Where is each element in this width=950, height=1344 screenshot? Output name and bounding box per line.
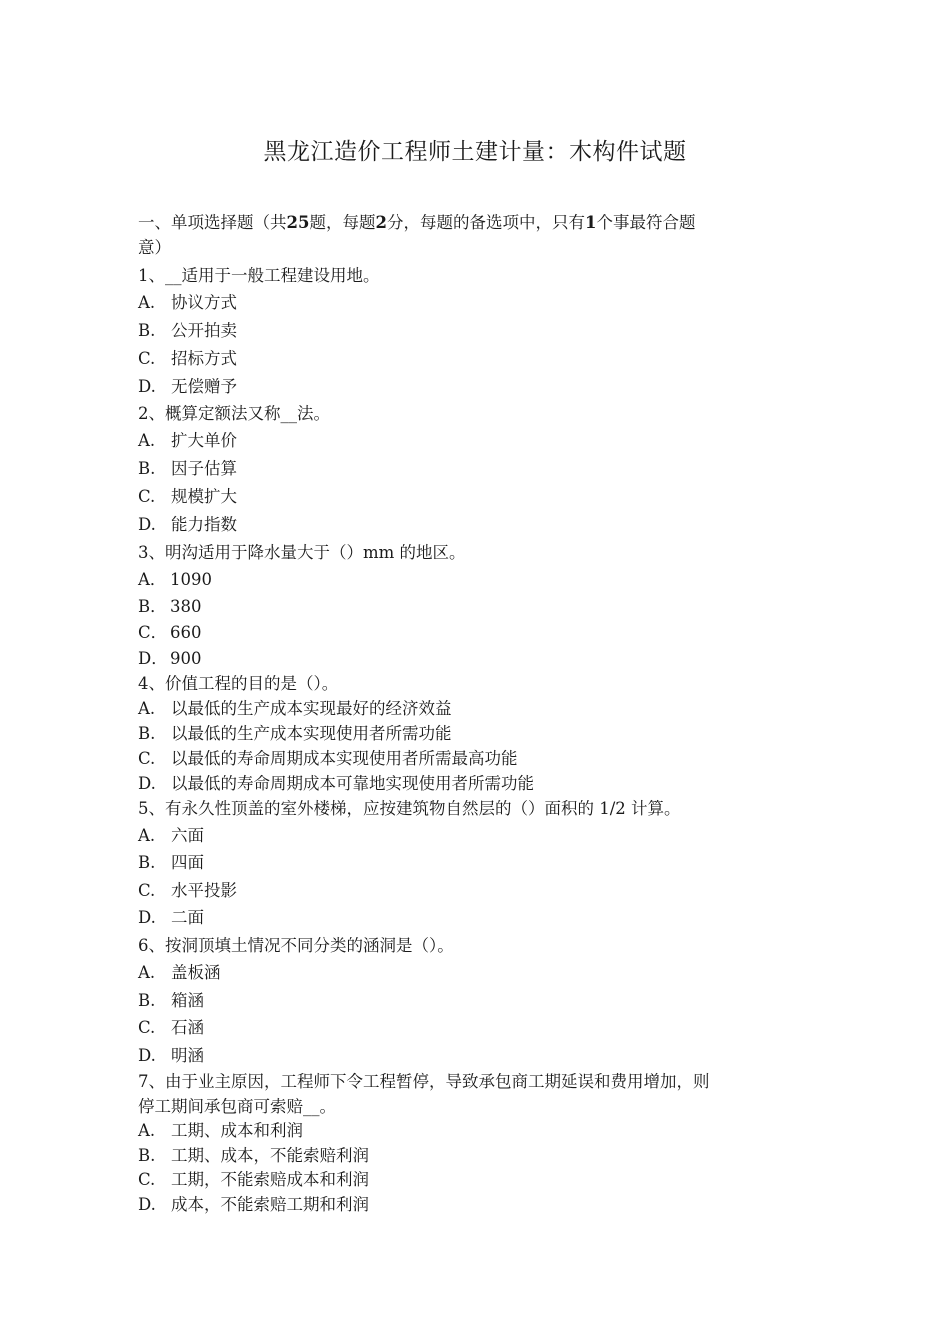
- option-label: B.: [138, 853, 156, 872]
- option-label: A.: [138, 963, 156, 982]
- option-text: 扩大单价: [171, 431, 237, 450]
- option-label: D.: [138, 908, 156, 927]
- option-text: 无偿赠予: [171, 377, 237, 396]
- option-text: 箱涵: [171, 990, 204, 1010]
- option-label: C.: [138, 880, 156, 900]
- option-a: [138, 696, 798, 721]
- option-label: B.: [138, 321, 156, 340]
- option-label: C.: [138, 1170, 156, 1189]
- option-b: [138, 317, 798, 345]
- option-label: A.: [138, 698, 156, 718]
- option-text: 盖板涵: [171, 963, 221, 982]
- question-2: [138, 401, 798, 539]
- option-b: [138, 987, 798, 1015]
- question-4: [138, 671, 798, 796]
- question-stem: 6、按洞顶填土情况不同分类的涵洞是（）。: [138, 935, 454, 955]
- option-b: [138, 721, 798, 746]
- section-heading: [138, 210, 798, 260]
- option-label: D.: [138, 1045, 156, 1065]
- option-b: [138, 1144, 798, 1169]
- question-1: [138, 263, 798, 401]
- option-label: D.: [138, 515, 156, 534]
- option-text: 二面: [171, 908, 204, 927]
- option-c: [138, 620, 798, 647]
- option-c: [138, 877, 798, 905]
- option-a: [138, 289, 798, 317]
- option-text: 协议方式: [171, 293, 237, 312]
- option-d: [138, 1193, 798, 1218]
- section-heading-text: 分，每题的备选项中，只有: [386, 213, 585, 232]
- section-heading-line2: 意）: [138, 238, 171, 257]
- question-stem: 1、__适用于一般工程建设用地。: [138, 266, 380, 285]
- option-text: 公开拍卖: [171, 321, 237, 340]
- section-heading-text: 题，每题: [309, 213, 376, 232]
- option-label: B.: [138, 459, 156, 478]
- option-label: D.: [138, 773, 156, 793]
- option-c: [138, 1168, 798, 1193]
- section-heading-text: 一、单项选择题（共: [138, 213, 287, 232]
- option-text: 四面: [171, 853, 204, 872]
- option-d: [138, 771, 798, 796]
- option-text: 以最低的生产成本实现使用者所需功能: [171, 723, 452, 743]
- option-text: 以最低的寿命周期成本实现使用者所需最高功能: [171, 748, 518, 768]
- option-text: 招标方式: [171, 349, 237, 368]
- option-label: C.: [138, 1018, 156, 1037]
- option-a: [138, 427, 798, 455]
- option-label: B.: [138, 723, 156, 743]
- question-5: [138, 796, 798, 932]
- option-a: [138, 959, 798, 987]
- option-label: B.: [138, 1145, 156, 1165]
- question-6: [138, 932, 798, 1070]
- question-stem: 5、有永久性顶盖的室外楼梯，应按建筑物自然层的（）面积的 1/2 计算。: [138, 798, 681, 818]
- option-label: A.: [138, 1121, 156, 1140]
- option-b: [138, 594, 798, 621]
- option-a: [138, 822, 798, 850]
- option-label: B.: [138, 990, 156, 1010]
- option-text: 1090: [170, 570, 212, 589]
- option-d: [138, 1042, 798, 1070]
- section-heading-text: 个事最符合题: [596, 213, 696, 232]
- option-label: D.: [138, 1194, 156, 1214]
- option-text: 工期、成本，不能索赔利润: [171, 1145, 369, 1165]
- option-text: 以最低的生产成本实现最好的经济效益: [171, 698, 452, 718]
- option-text: 水平投影: [171, 880, 237, 900]
- option-d: [138, 511, 798, 539]
- option-label: C.: [138, 487, 156, 506]
- correct-count: 1: [584, 213, 597, 232]
- option-d: [138, 647, 798, 671]
- option-a: [138, 1119, 798, 1144]
- document-title: 黑龙江造价工程师土建计量：木构件试题: [263, 139, 687, 165]
- option-text: 660: [170, 623, 202, 642]
- option-label: C．: [138, 623, 168, 642]
- option-label: A.: [138, 825, 156, 845]
- document-body: [138, 210, 798, 1217]
- question-stem-line2: 停工期间承包商可索赔__。: [138, 1097, 336, 1116]
- option-label: A.: [138, 293, 156, 312]
- score-per-question: 2: [375, 213, 387, 232]
- option-label: B．: [138, 596, 167, 616]
- option-b: [138, 455, 798, 483]
- option-text: 900: [170, 648, 202, 668]
- option-text: 规模扩大: [171, 487, 237, 506]
- option-text: 能力指数: [171, 515, 237, 534]
- option-label: D.: [138, 377, 156, 396]
- question-7: [138, 1069, 798, 1217]
- option-c: [138, 1014, 798, 1042]
- option-label: C.: [138, 748, 156, 768]
- question-stem: 7、由于业主原因，工程师下令工程暂停，导致承包商工期延误和费用增加，则: [138, 1072, 710, 1091]
- question-3: [138, 539, 798, 671]
- option-text: 成本，不能索赔工期和利润: [171, 1194, 369, 1214]
- option-text: 因子估算: [171, 459, 237, 478]
- option-text: 六面: [171, 825, 204, 845]
- option-text: 工期，不能索赔成本和利润: [171, 1170, 369, 1189]
- option-label: C.: [138, 349, 156, 368]
- question-stem: 4、价值工程的目的是（）。: [138, 673, 339, 693]
- option-d: [138, 373, 798, 401]
- option-c: [138, 483, 798, 511]
- option-label: D．: [138, 648, 168, 668]
- question-stem: 3、明沟适用于降水量大于（）mm 的地区。: [138, 543, 466, 562]
- option-c: [138, 345, 798, 373]
- option-d: [138, 904, 798, 932]
- option-text: 以最低的寿命周期成本可靠地实现使用者所需功能: [171, 773, 534, 793]
- question-count: 25: [286, 213, 310, 232]
- question-stem: 2、概算定额法又称__法。: [138, 404, 330, 423]
- option-text: 工期、成本和利润: [171, 1121, 303, 1140]
- option-c: [138, 746, 798, 771]
- option-label: A.: [138, 431, 156, 450]
- option-b: [138, 849, 798, 877]
- option-text: 明涵: [171, 1045, 204, 1065]
- option-label: A．: [138, 570, 167, 589]
- option-text: 石涵: [171, 1018, 204, 1037]
- option-text: 380: [170, 596, 202, 616]
- option-a: [138, 567, 798, 594]
